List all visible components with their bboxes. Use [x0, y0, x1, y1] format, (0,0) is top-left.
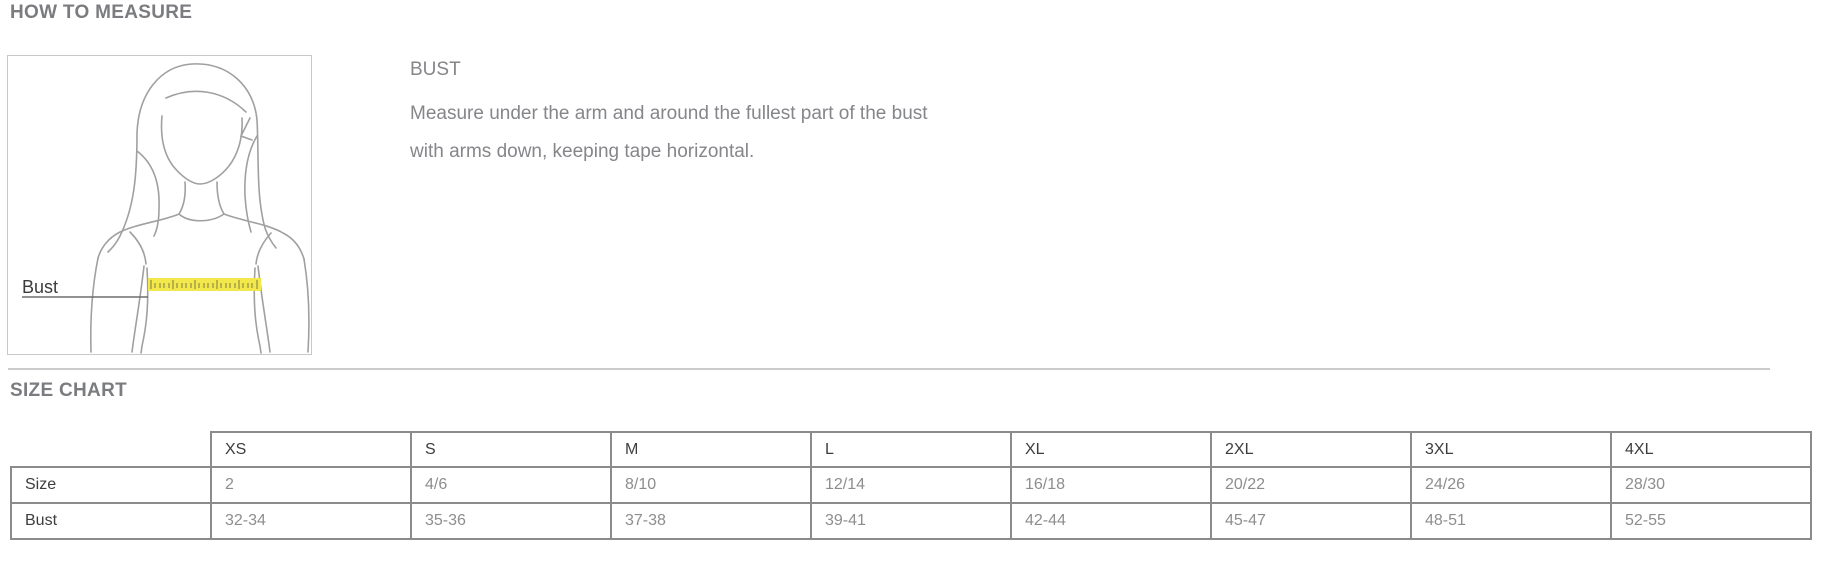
size-header-m: M — [611, 432, 811, 467]
figure-hair-right-inner — [245, 136, 257, 232]
bust-value-l: 39-41 — [811, 503, 1011, 539]
size-chart-table — [10, 431, 1812, 540]
figure-hair-left — [108, 64, 192, 252]
how-to-measure-heading: HOW TO MEASURE — [10, 2, 193, 23]
size-header-4xl: 4XL — [1611, 432, 1811, 467]
measure-instruction-line-1: Measure under the arm and around the fullest part of the bust — [410, 103, 928, 124]
measurement-figure-illustration — [7, 55, 312, 355]
size-header-l: L — [811, 432, 1011, 467]
size-value-4xl: 28/30 — [1611, 467, 1811, 503]
size-header-xs: XS — [211, 432, 411, 467]
size-chart-heading: SIZE CHART — [10, 380, 127, 401]
bust-value-xl: 42-44 — [1011, 503, 1211, 539]
size-chart-corner-cell — [11, 432, 211, 467]
size-chart-header-row — [11, 432, 1811, 467]
bust-row-label: Bust — [11, 503, 211, 539]
size-value-m: 8/10 — [611, 467, 811, 503]
bust-value-xs: 32-34 — [211, 503, 411, 539]
size-header-s: S — [411, 432, 611, 467]
bust-value-4xl: 52-55 — [1611, 503, 1811, 539]
size-row — [11, 467, 1811, 503]
size-value-xs: 2 — [211, 467, 411, 503]
figure-face — [161, 116, 242, 184]
size-header-2xl: 2XL — [1211, 432, 1411, 467]
figure-bust-label: Bust — [22, 277, 59, 297]
size-header-xl: XL — [1011, 432, 1211, 467]
size-header-3xl: 3XL — [1411, 432, 1611, 467]
figure-hair-fringe — [166, 91, 246, 112]
size-row-label: Size — [11, 467, 211, 503]
figure-arm-left-outer — [91, 258, 98, 352]
bust-row — [11, 503, 1811, 539]
measure-section-title: BUST — [410, 59, 461, 80]
size-value-xl: 16/18 — [1011, 467, 1211, 503]
bust-value-2xl: 45-47 — [1211, 503, 1411, 539]
section-divider — [8, 368, 1770, 370]
size-value-s: 4/6 — [411, 467, 611, 503]
figure-collar-curve — [179, 214, 224, 221]
measure-instruction-line-2: with arms down, keeping tape horizontal. — [410, 141, 755, 162]
bust-measure-figure-drawing — [8, 56, 311, 354]
figure-arm-right-outer — [304, 259, 309, 352]
figure-armpit-left — [130, 232, 146, 264]
size-value-l: 12/14 — [811, 467, 1011, 503]
figure-shoulder-left — [98, 214, 179, 258]
figure-arm-left-inner — [132, 266, 144, 352]
bust-value-m: 37-38 — [611, 503, 811, 539]
figure-neck-right — [217, 182, 224, 214]
bust-value-3xl: 48-51 — [1411, 503, 1611, 539]
figure-neck-left — [179, 182, 185, 214]
size-value-3xl: 24/26 — [1411, 467, 1611, 503]
bust-value-s: 35-36 — [411, 503, 611, 539]
size-value-2xl: 20/22 — [1211, 467, 1411, 503]
